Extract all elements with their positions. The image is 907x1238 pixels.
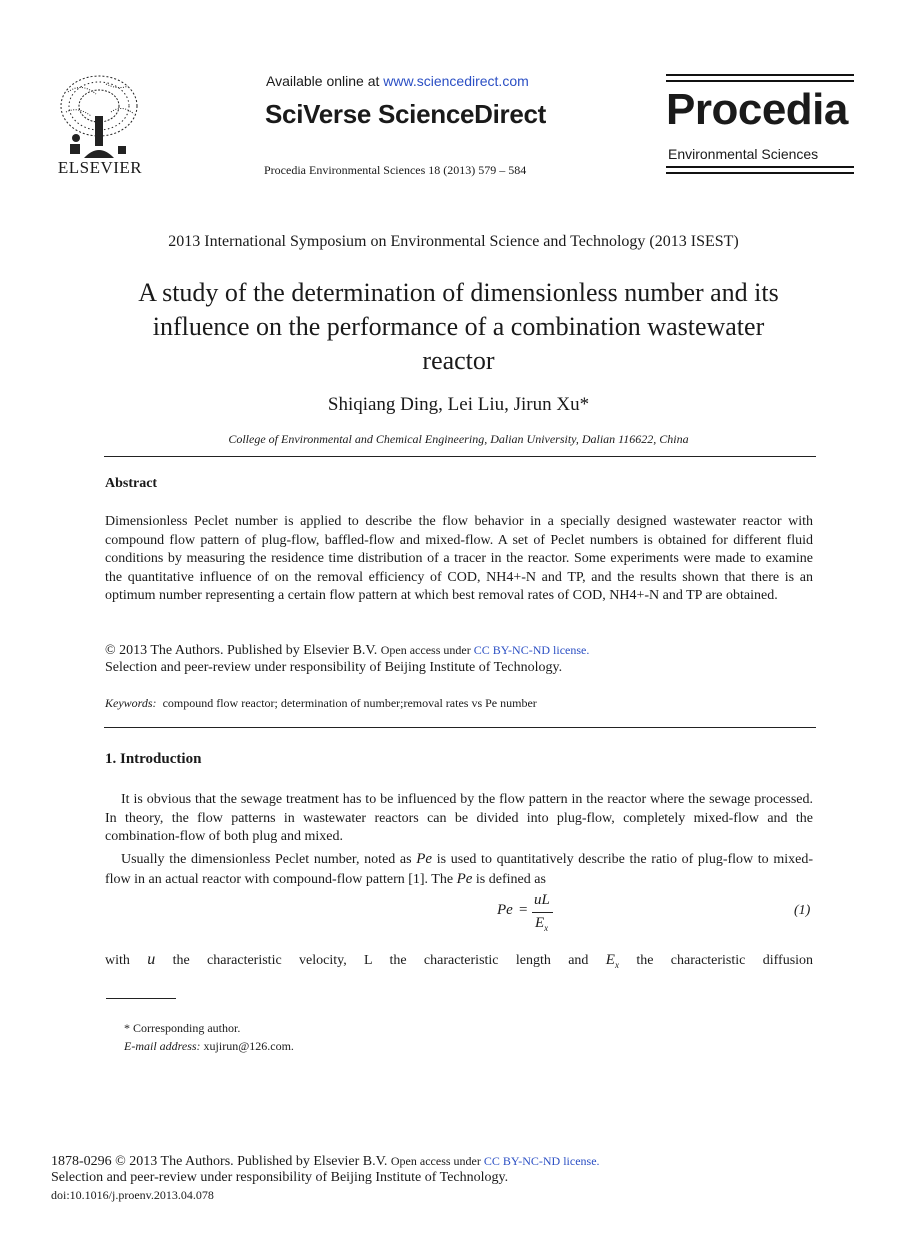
procedia-wordmark: Procedia: [666, 85, 848, 134]
conference-name: 2013 International Symposium on Environmental Science and Technology (2013 ISEST): [168, 233, 739, 250]
available-online: [266, 73, 529, 89]
procedia-subtitle: Environmental Sciences: [668, 146, 819, 162]
equation-numerator: uL: [534, 892, 550, 908]
email-label: E-mail address:: [124, 1039, 201, 1053]
affiliation: College of Environmental and Chemical Engineering, Dalian University, Dalian 116622, China: [228, 432, 689, 446]
copyright-text: © 2013 The Authors. Published by Elsevier B.V.: [105, 643, 381, 658]
abstract-body: Dimensionless Peclet number is applied to describe the flow behavior in a specially designed wastewater reactor with compound flow pattern of plug-flow, baffled-flow and mixed-flow. A set of Peclet numbers is obtained for different fluid conditions by measuring the residence time distribution of a tracer in the reactor. Some experiments were made to examine the quantitative influence of on the removal efficiency of COD, NH4+-N and TP, and the results shown that there is an optimum number representing a certain flow pattern at which best removal rates of COD, NH4+-N and TP are obtained.: [105, 514, 813, 604]
license-link[interactable]: CC BY-NC-ND license.: [473, 643, 590, 657]
email-line: [124, 1039, 294, 1054]
u-symbol: u: [147, 951, 156, 968]
ex-symbol: $E_x$: [605, 952, 619, 970]
abstract-divider: [104, 727, 816, 728]
keywords-text: compound flow reactor; determination of number;removal rates vs Pe number: [162, 696, 537, 710]
equation-equals: =: [519, 902, 528, 918]
open-access-label: Open access under: [380, 643, 474, 657]
paper-title: [60, 276, 857, 378]
pe-symbol: Pe: [456, 870, 473, 887]
introduction-heading: 1. Introduction: [105, 751, 202, 767]
title-line: influence on the performance of a combination wastewater: [152, 312, 765, 341]
journal-citation: Procedia Environmental Sciences 18 (2013) 579 – 584: [264, 163, 527, 177]
equation-denominator: $E_x$: [535, 915, 549, 933]
selection-line: Selection and peer-review under responsibility of Beijing Institute of Technology.: [105, 660, 563, 675]
copyright-line: [105, 643, 589, 659]
footer-selection: Selection and peer-review under responsibility of Beijing Institute of Technology.: [51, 1170, 509, 1185]
pe-symbol: Pe: [416, 851, 433, 867]
elsevier-wordmark: ELSEVIER: [57, 158, 143, 177]
procedia-logo: [666, 74, 854, 178]
equation-1: [497, 892, 557, 936]
keywords: [105, 696, 537, 711]
elsevier-tree-icon: [56, 72, 142, 160]
available-prefix: Available online at: [266, 73, 384, 89]
equation-lhs: Pe: [497, 902, 513, 918]
sciencedirect-link[interactable]: www.sciencedirect.com: [383, 73, 529, 89]
elsevier-logo: [50, 72, 150, 182]
intro-paragraph-1: It is obvious that the sewage treatment has to be influenced by the flow pattern in the reactor where the sewage processed. In theory, the flow patterns in wastewater reactors can be divided into plug-flow, completely mixed-flow and the combination-flow of both plug and mixed.: [105, 792, 813, 845]
footer-copyright: 1878-0296 © 2013 The Authors. Published by Elsevier B.V. Open access under CC BY-NC-ND license.: [51, 1154, 600, 1169]
title-line: A study of the determination of dimensionless number and its: [138, 278, 779, 307]
footer-license-link[interactable]: CC BY-NC-ND license.: [483, 1154, 600, 1168]
title-line: reactor: [422, 346, 495, 375]
abstract-heading: Abstract: [105, 476, 158, 491]
top-divider: [104, 456, 816, 457]
authors: Shiqiang Ding, Lei Liu, Jirun Xu*: [327, 394, 590, 415]
equation-number: (1): [794, 903, 811, 918]
intro-paragraph-2: Usually the dimensionless Peclet number, noted as Pe is used to quantitatively describe the ratio of plug-flow to mixed-flow in an actual reactor with compound-flow pattern [1]. The Pe is defined as: [105, 851, 813, 887]
fraction-bar: [532, 912, 553, 913]
footer-doi[interactable]: doi:10.1016/j.proenv.2013.04.078: [51, 1188, 214, 1202]
intro-paragraph-3: with u the characteristic velocity, L the characteristic length and $E_x$ the characteristic diffusion: [105, 951, 814, 970]
email-address[interactable]: xujirun@126.com.: [200, 1039, 294, 1053]
corresponding-author: * Corresponding author.: [124, 1021, 241, 1035]
sciverse-logo: SciVerse ScienceDirect: [265, 99, 547, 129]
keywords-label: Keywords:: [105, 696, 157, 710]
footnote-rule: [106, 998, 176, 999]
